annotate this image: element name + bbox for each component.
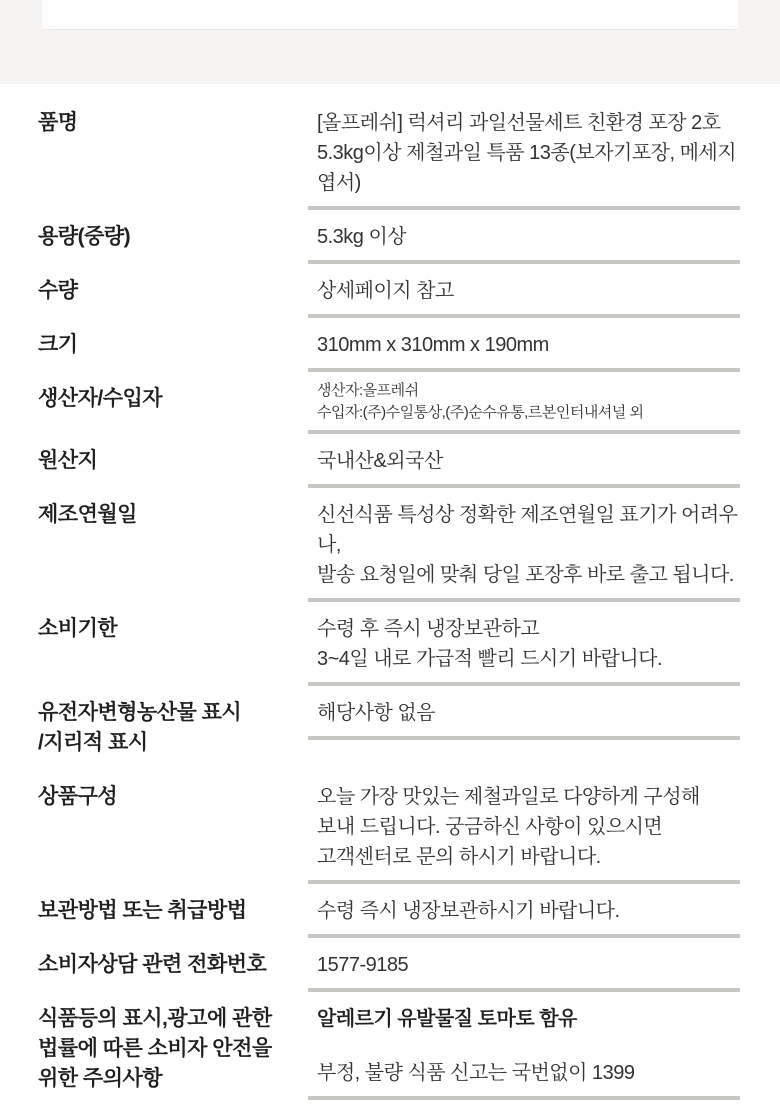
- row-label-line: 원산지: [38, 449, 98, 472]
- value-line: 상세페이지 참고: [317, 280, 454, 302]
- row-label-line: 크기: [38, 333, 78, 356]
- row-label: [38, 264, 308, 318]
- table-row: [38, 96, 740, 210]
- row-value: [308, 770, 740, 884]
- row-value: [308, 992, 740, 1100]
- row-label-line: 유전자변형농산물 표시: [38, 701, 242, 724]
- row-label-line: /지리적 표시: [38, 731, 148, 754]
- row-label-line: 위한 주의사항: [38, 1067, 163, 1090]
- value-line: 3~4일 내로 가급적 빨리 드시기 바랍니다.: [317, 648, 663, 670]
- row-label: [38, 210, 308, 264]
- row-label-line: 보관방법 또는 취급방법: [38, 899, 247, 922]
- row-label: [38, 96, 308, 150]
- value-line: 보내 드립니다. 궁금하신 사항이 있으시면: [317, 816, 663, 838]
- table-row: [38, 992, 740, 1106]
- row-label-line: 소비기한: [38, 617, 118, 640]
- row-label-line: 용량(중량): [38, 225, 131, 248]
- row-label: [38, 770, 308, 824]
- value-line: 수령 즉시 냉장보관하시기 바랍니다.: [317, 900, 620, 922]
- row-label-line: 식품등의 표시,광고에 관한: [38, 1007, 272, 1030]
- table-row: [38, 434, 740, 488]
- value-line: 수령 후 즉시 냉장보관하고: [317, 618, 540, 640]
- value-line: 발송 요청일에 맞춰 당일 포장후 바로 출고 됩니다.: [317, 564, 734, 586]
- row-value: [308, 686, 740, 740]
- row-value: [308, 488, 740, 602]
- row-label: [38, 318, 308, 372]
- value-line: 310mm x 310mm x 190mm: [317, 334, 549, 356]
- table-row: [38, 318, 740, 372]
- row-value: [308, 96, 740, 210]
- row-label: [38, 938, 308, 992]
- row-label-line: 소비자상담 관련 전화번호: [38, 953, 267, 976]
- row-label-line: 법률에 따른 소비자 안전을: [38, 1037, 272, 1060]
- table-row: [38, 602, 740, 686]
- row-label: [38, 884, 308, 938]
- table-row: [38, 770, 740, 884]
- row-value: [308, 318, 740, 372]
- row-label-line: 수량: [38, 279, 78, 302]
- value-line: 부정, 불량 식품 신고는 국번없이 1399: [317, 1062, 635, 1084]
- row-value: [308, 938, 740, 992]
- row-value: [308, 434, 740, 488]
- row-value: [308, 372, 740, 434]
- row-value: [308, 602, 740, 686]
- table-row: [38, 210, 740, 264]
- row-label: [38, 686, 308, 770]
- row-label: [38, 992, 308, 1106]
- product-info-table: [0, 84, 780, 1106]
- value-line: 오늘 가장 맛있는 제철과일로 다양하게 구성해: [317, 786, 700, 808]
- value-line: [올프레쉬] 럭셔리 과일선물세트 친환경 포장 2호: [317, 112, 721, 134]
- table-row: [38, 938, 740, 992]
- row-label-line: 품명: [38, 111, 78, 134]
- row-value: [308, 210, 740, 264]
- row-label-line: 상품구성: [38, 785, 118, 808]
- row-label: [38, 488, 308, 542]
- row-value: [308, 264, 740, 318]
- table-row: [38, 264, 740, 318]
- table-row: [38, 686, 740, 770]
- row-label: [38, 602, 308, 656]
- top-gray-band: [0, 0, 780, 84]
- value-line: 고객센터로 문의 하시기 바랍니다.: [317, 846, 601, 868]
- row-value: [308, 884, 740, 938]
- value-line: 1577-9185: [317, 954, 409, 976]
- value-line: 해당사항 없음: [317, 702, 435, 724]
- row-label: [38, 372, 308, 426]
- value-line: 국내산&외국산: [317, 450, 443, 472]
- previous-section-card-bottom: [42, 0, 738, 30]
- value-line: 수입자:(주)수일통상,(주)순수유통,르본인터내셔널 외: [317, 404, 644, 421]
- value-line: 5.3kg 이상: [317, 226, 407, 248]
- value-line: 생산자:올프레쉬: [317, 382, 419, 399]
- table-row: [38, 488, 740, 602]
- value-line: 신선식품 특성상 정확한 제조연월일 표기가 어려우나,: [317, 504, 738, 556]
- row-label: [38, 434, 308, 488]
- row-label-line: 생산자/수입자: [38, 387, 163, 410]
- table-row: [38, 884, 740, 938]
- row-label-line: 제조연월일: [38, 503, 137, 526]
- value-line: 알레르기 유발물질 토마토 함유: [317, 1008, 577, 1030]
- table-row: [38, 372, 740, 434]
- value-line: 5.3kg이상 제철과일 특품 13종(보자기포장, 메세지 엽서): [317, 142, 737, 194]
